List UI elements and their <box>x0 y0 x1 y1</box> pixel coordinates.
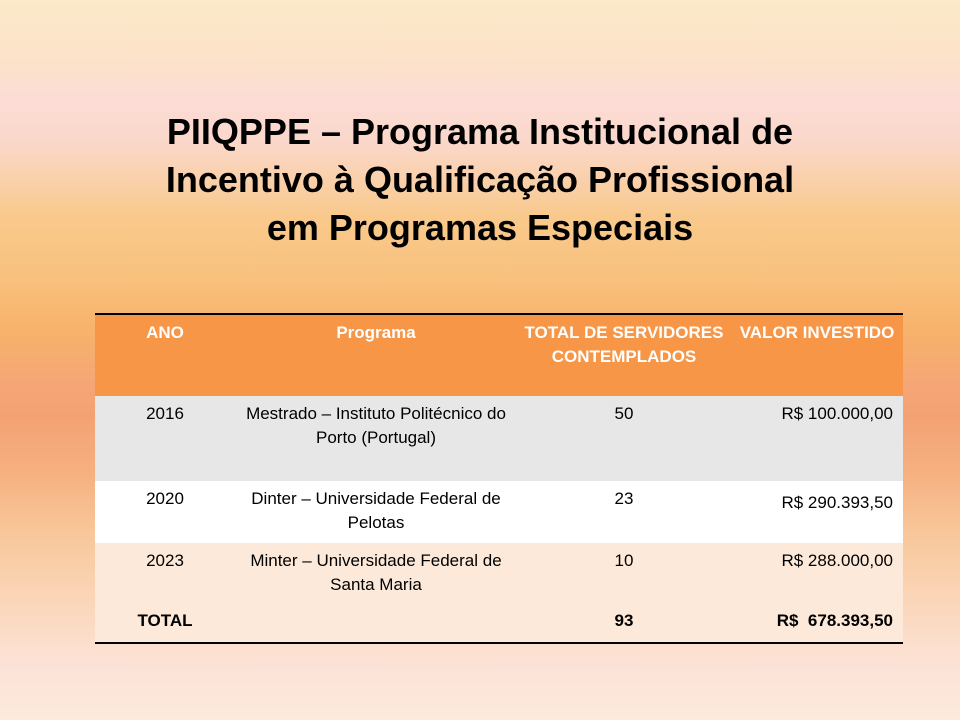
slide-title-line-3: em Programas Especiais <box>266 207 694 248</box>
cell-programa: Dinter – Universidade Federal de Pelotas <box>251 489 501 532</box>
header-programa: Programa <box>336 323 416 342</box>
header-valor-investido: VALOR INVESTIDO <box>739 323 895 342</box>
slide-title-line-1: PIIQPPE – Programa Institucional de <box>166 111 794 152</box>
cell-valor: R$ 100.000,00 <box>781 404 893 423</box>
cell-total: 50 <box>614 404 634 423</box>
table-row <box>95 481 903 543</box>
total-valor: R$ 678.393,50 <box>776 611 893 630</box>
cell-valor: R$ 288.000,00 <box>781 551 893 570</box>
table-header-row <box>95 314 903 396</box>
slide-title-line-2: Incentivo à Qualificação Profissional <box>165 159 795 200</box>
table-total-row <box>95 605 903 643</box>
slide-title <box>80 108 880 252</box>
cell-ano: 2016 <box>146 404 184 423</box>
cell-programa: Minter – Universidade Federal de Santa Maria <box>250 551 502 594</box>
total-servidores: 93 <box>614 611 634 630</box>
header-total-servidores: TOTAL DE SERVIDORES CONTEMPLADOS <box>524 323 724 366</box>
header-ano: ANO <box>146 323 184 342</box>
table-row <box>95 543 903 605</box>
cell-total: 10 <box>614 551 634 570</box>
cell-total: 23 <box>614 489 634 508</box>
cell-valor: R$ 290.393,50 <box>781 493 893 512</box>
total-label: TOTAL <box>137 611 193 630</box>
total-programa <box>235 605 517 643</box>
investment-table-container <box>95 313 903 644</box>
cell-programa: Mestrado – Instituto Politécnico do Porto (Portugal) <box>246 404 506 447</box>
cell-ano: 2023 <box>146 551 184 570</box>
cell-ano: 2020 <box>146 489 184 508</box>
table-row <box>95 396 903 481</box>
investment-table <box>95 313 903 644</box>
